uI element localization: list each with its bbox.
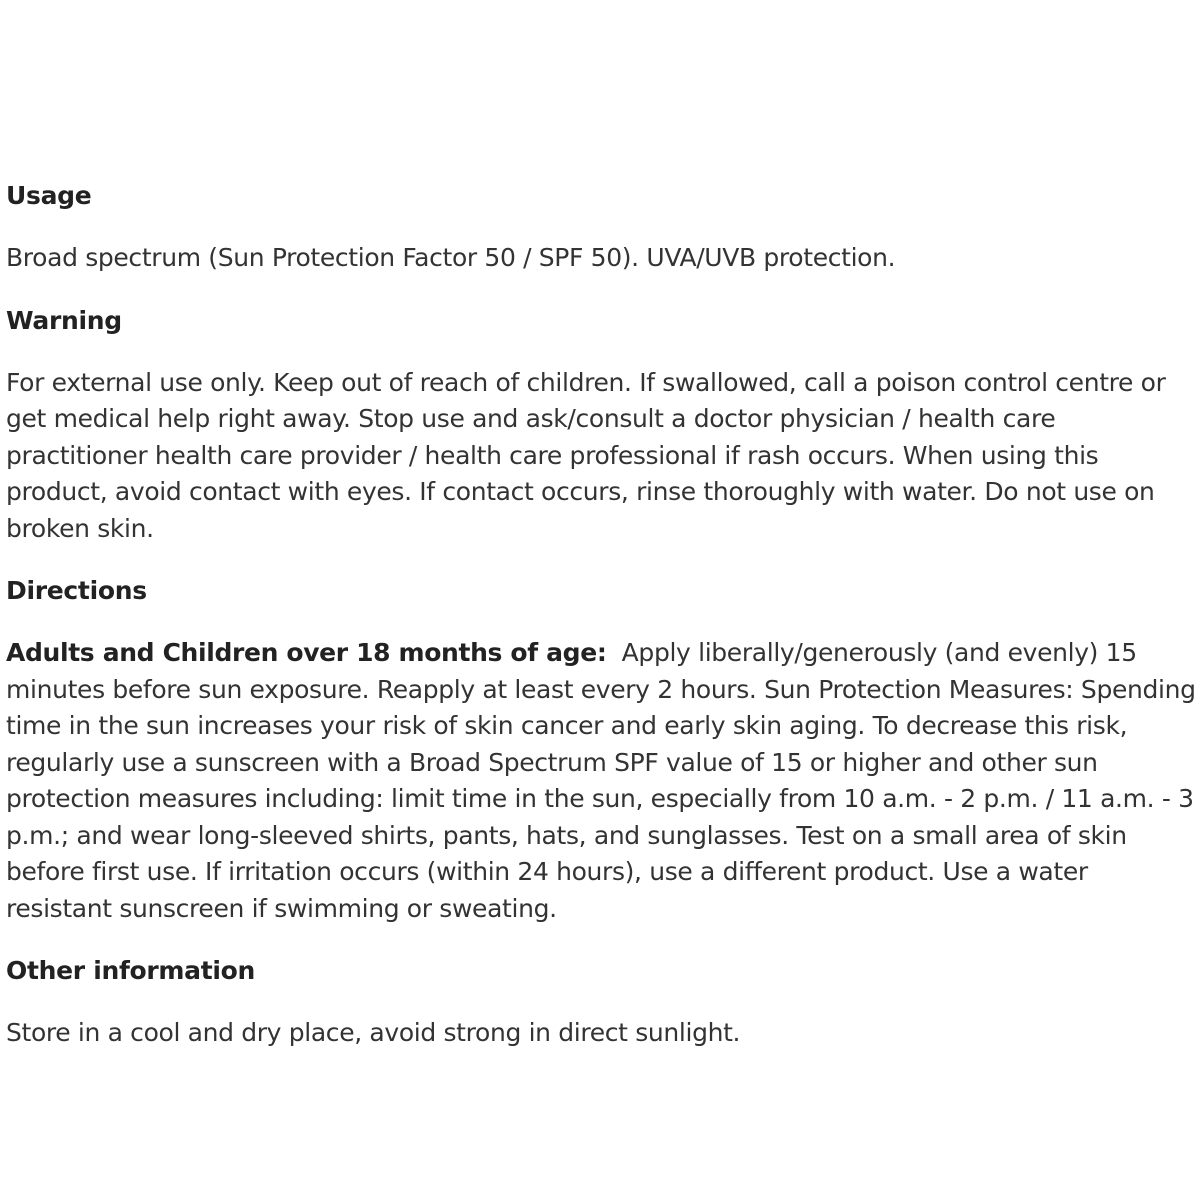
other-information-heading: Other information: [6, 956, 256, 985]
directions-body: Apply liberally/generously (and evenly) 15 minutes before sun exposure. Reapply at least every 2 hours. Sun Protection Measures: Spending time in the sun increases your risk of skin cancer and early skin aging. To decrease this risk, regularly use a sunscreen with a Broad Spectrum SPF value of 15 or higher and other sun protection measures including: limit time in the sun, especially from 10 a.m. - 2 p.m. / 11 a.m. - 3 p.m.; and wear long-sleeved shirts, pants, hats, and sunglasses. Test on a small area of skin before first use. If irritation occurs (within 24 hours), use a different product. Use a water resistant sunscreen if swimming or sweating.: [6, 638, 1196, 923]
warning-text: For external use only. Keep out of reach of children. If swallowed, call a poison control centre or get medical help right away. Stop use and ask/consult a doctor physician / health care practitioner health care provider / health care professional if rash occurs. When using this product, avoid contact with eyes. If contact occurs, rinse thoroughly with water. Do not use on broken skin.: [6, 367, 1166, 543]
directions-heading: Directions: [6, 576, 147, 605]
usage-text: Broad spectrum (Sun Protection Factor 50 / SPF 50). UVA/UVB protection.: [6, 243, 896, 272]
product-info-document: [6, 178, 1198, 1052]
other-information-text: Store in a cool and dry place, avoid strong in direct sunlight.: [6, 1018, 741, 1047]
warning-heading: Warning: [6, 305, 122, 335]
directions-text: [6, 635, 1198, 927]
directions-lead: Adults and Children over 18 months of age:: [6, 638, 607, 667]
usage-heading: Usage: [6, 181, 92, 210]
